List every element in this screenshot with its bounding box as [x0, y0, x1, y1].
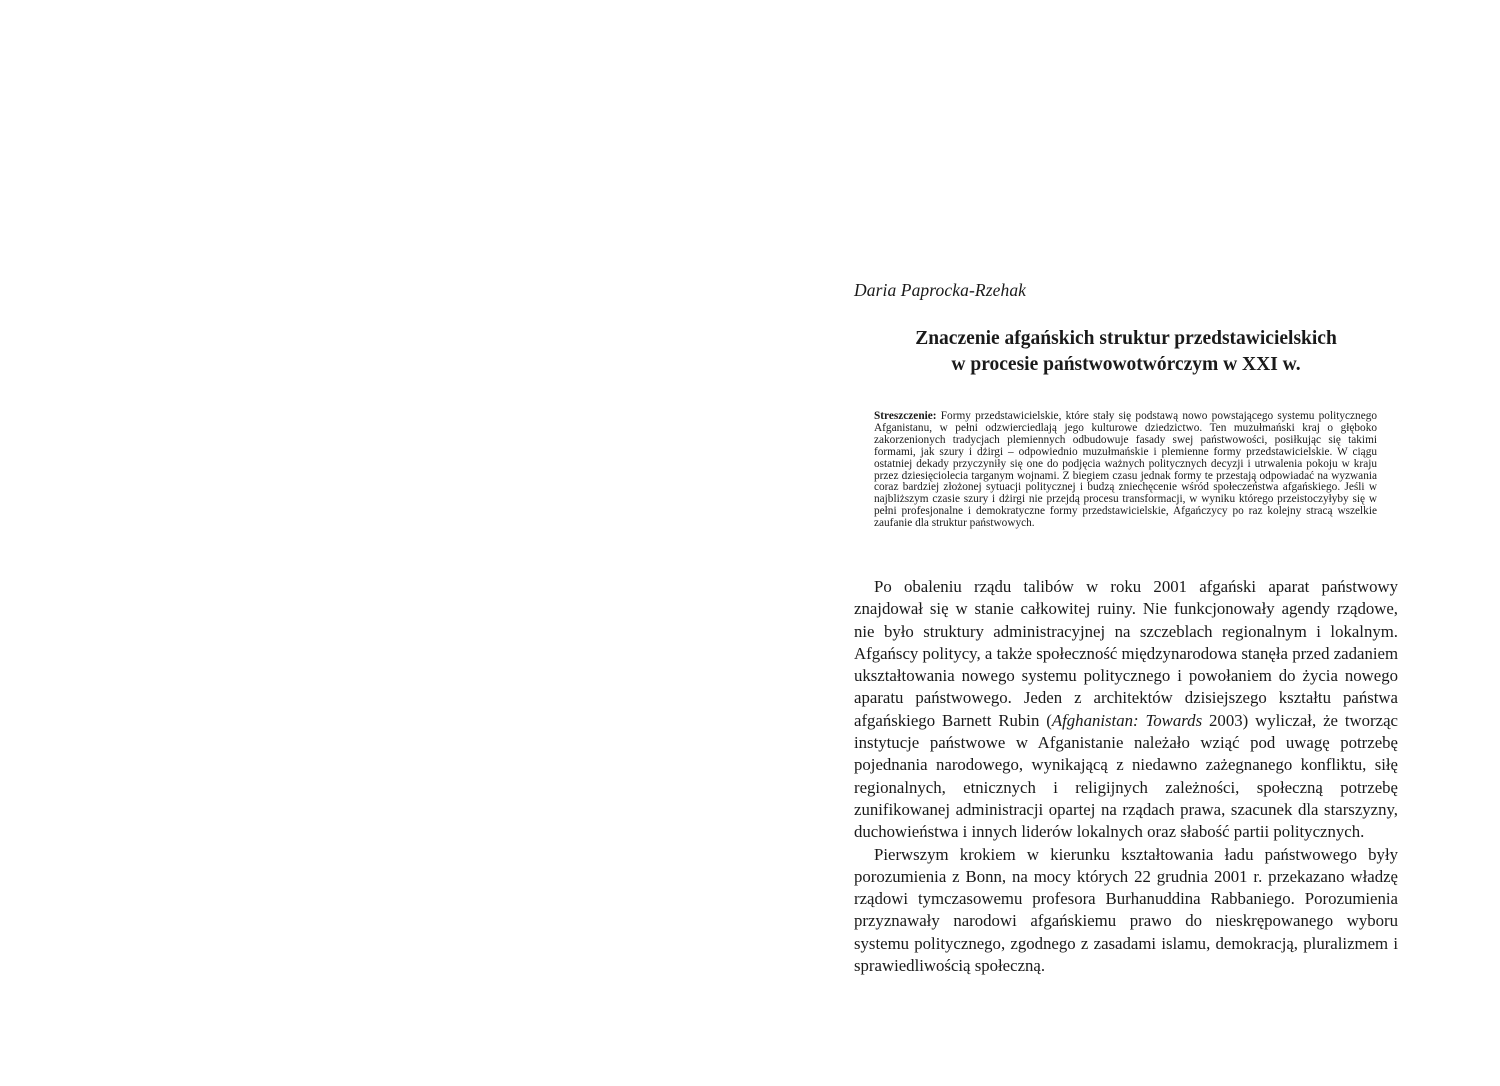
abstract-label: Streszczenie:: [874, 410, 937, 422]
article-title-line-1: Znaczenie afgańskich struktur przedstawicielskich: [915, 328, 1337, 349]
body-paragraph-1: [854, 576, 1398, 844]
article-body: [854, 576, 1398, 977]
cited-title: Afghanistan: Towards: [1051, 710, 1203, 730]
abstract-text: Formy przedstawicielskie, które stały się podstawą nowo powstającego systemu politycznego Afganistanu, w pełni odzwierciedlają jego kulturowe dziedzictwo. Ten muzułmański kraj o głęboko zakorzenionych tradycjach plemiennych odbudowuje fasady swej państwowości, posiłkując się takimi formami, jak szury i dżirgi – odpowiednio muzułmańskie i plemienne formy przedstawicielskie. W ciągu ostatniej dekady przyczyniły się one do podjęcia ważnych politycznych decyzji i utrwalenia pokoju w kraju przez dziesięciolecia targanym wojnami. Z biegiem czasu jednak formy te przestają odpowiadać na wyzwania coraz bardziej złożonej sytuacji politycznej i budzą zniechęcenie wśród społeczeństwa afgańskiego. Jeśli w najbliższym czasie szury i dżirgi nie przejdą procesu transformacji, w wyniku którego przeistoczyłyby się w pełni profesjonalne i demokratyczne formy przedstawicielskie, Afgańczycy po raz kolejny stracą wszelkie zaufanie dla struktur państwowych.: [874, 410, 1377, 530]
right-page: [750, 0, 1500, 1086]
article-title-line-2: w procesie państwowotwórczym w XXI w.: [951, 354, 1301, 375]
abstract: [874, 411, 1377, 530]
body-paragraph-1-part-a: Po obaleniu rządu talibów w roku 2001 afgański aparat państwowy znajdował się w stanie całkowitej ruiny. Nie funkcjonowały agendy rządowe, nie było struktury administracyjnej na szczeblach regionalnym i lokalnym. Afgańscy politycy, a także społeczność międzynarodowa stanęła przed zadaniem ukształtowania nowego systemu politycznego i powołaniem do życia nowego aparatu państwowego. Jeden z architektów dzisiejszego kształtu państwa afgańskiego Barnett Rubin (: [854, 577, 1398, 730]
article-author: Daria Paprocka-Rzehak: [854, 280, 1027, 300]
body-paragraph-2: Pierwszym krokiem w kierunku kształtowania ładu państwowego były porozumienia z Bonn, na mocy których 22 grudnia 2001 r. przekazano władzę rządowi tymczasowemu profesora Burhanuddina Rabbaniego. Porozumienia przyznawały narodowi afgańskiemu prawo do nieskrępowanego wyboru systemu politycznego, zgodnego z zasadami islamu, demokracją, pluralizmem i sprawiedliwością społeczną.: [854, 844, 1398, 976]
body-paragraph-1-part-b: 2003) wyliczał, że tworząc instytucje państwowe w Afganistanie należało wziąć pod uwagę potrzebę pojednania narodowego, wynikającą z niedawno zażegnanego konfliktu, siłę regionalnych, etnicznych i religijnych zależności, społeczną potrzebę zunifikowanej administracji opartej na rządach prawa, szacunek dla starszyzny, duchowieństwa i innych liderów lokalnych oraz słabość partii politycznych.: [854, 710, 1398, 842]
article-title: [854, 326, 1398, 378]
